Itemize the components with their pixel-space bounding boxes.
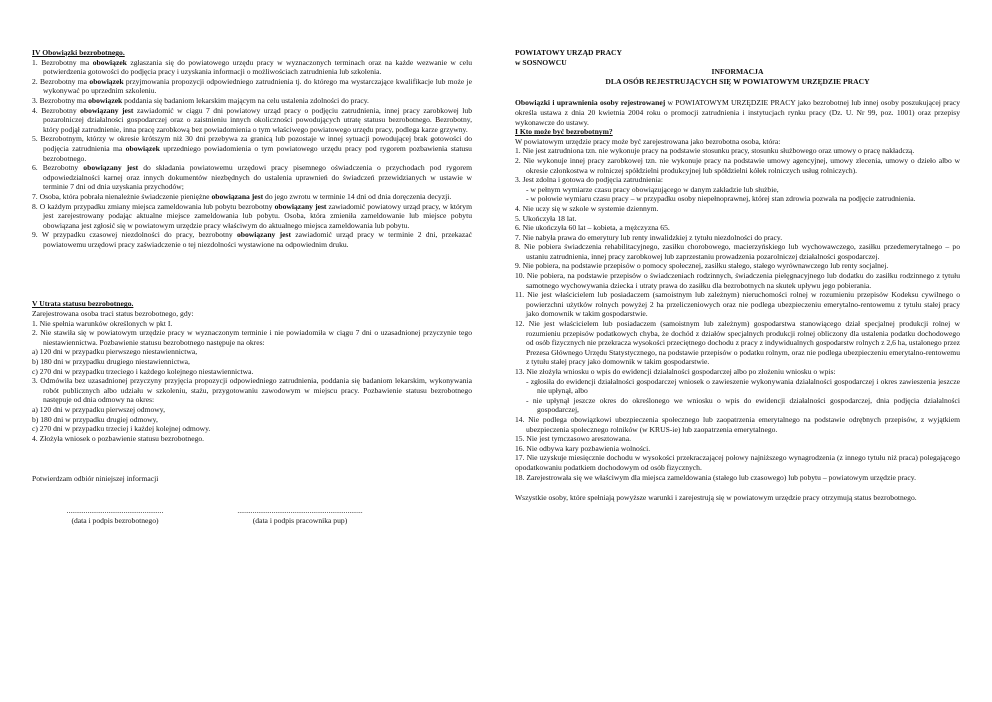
- duty-text: 9. W przypadku czasowej niezdolności do pracy, bezrobotny: [32, 230, 237, 240]
- duty-text: do jego zwrotu w terminie 14 dni od dnia doręczenia decyzji.: [263, 191, 452, 201]
- section-5-list: [32, 319, 472, 444]
- eligibility-item: 1. Nie jest zatrudniona tzn. nie wykonuje pracy na podstawie stosunku pracy, stosunku służbowego oraz umowy o pracę nakładczą.: [515, 146, 915, 156]
- status-loss-item: 4. Złożyła wniosek o pozbawienie statusu bezrobotnego.: [32, 433, 205, 443]
- duty-text: przyjmowania propozycji odpowiedniego zatrudnienia tj. do którego ma wystarczające kwalifikacje lub może je wykonywać po uprzednim szkoleniu.: [43, 76, 472, 96]
- duty-keyword: obowiązany jest: [236, 230, 291, 240]
- duty-text: zgłaszania się do powiatowego urzędu pracy w wyznaczonych terminach oraz na każde wezwanie w celu potwierdzenia gotowości do podjęcia pracy i uzyskania informacji o możliwościach zatrudnienia lub szkolenia.: [43, 57, 472, 77]
- duty-keyword: obowiązany jest: [274, 201, 327, 211]
- office-city: w SOSNOWCU: [515, 57, 567, 67]
- status-loss-item: 3. Odmówiła bez uzasadnionej przyczyny przyjęcia propozycji odpowiedniego zatrudnienia, poddania się badaniom lekarskim, wykonywania robót publicznych albo udziału w szkoleniu, stażu, przygotowaniu zawodowym w miejscu pracy. Pozbawienie statusu bezrobotnego następuje od dnia odmowy na okres:: [32, 376, 472, 405]
- status-loss-item: a) 120 dni w przypadku pierwszej odmowy,: [32, 405, 165, 414]
- confirm-text: Potwierdzam odbiór niniejszej informacji: [32, 474, 159, 484]
- duty-item: [32, 192, 472, 202]
- eligibility-item: 5. Ukończyła 18 lat.: [515, 213, 577, 223]
- duty-text: 2. Bezrobotny ma: [32, 76, 90, 86]
- section-1-intro: W powiatowym urzędzie pracy może być zarejestrowana jako bezrobotna osoba, która:: [515, 136, 781, 146]
- eligibility-item: 14. Nie podlega obowiązkowi ubezpieczenia społecznego lub zaopatrzenia emerytalnego na podstawie odrębnych przepisów, z wyjątkiem ubezpieczenia społecznego rolników (w KRUS-ie) lub zaopatrzenia emerytalnego.: [515, 414, 960, 434]
- closing-paragraph: Wszystkie osoby, które spełniają powyższe warunki i zarejestrują się w powiatowym urzędzie pracy otrzymują status bezrobotnego.: [515, 493, 917, 503]
- left-column: [32, 48, 472, 525]
- intro-bold: Obowiązki i uprawnienia osoby rejestrowanej: [515, 98, 666, 108]
- eligibility-item: 13. Nie złożyła wniosku o wpis do ewidencji działalności gospodarczej albo po złożeniu wniosku o wpis:: [515, 367, 836, 376]
- intro-rest: w POWIATOWYM URZĘDZIE PRACY jako bezrobotnej lub innej osoby poszukującej pracy określa ustawa z dnia 20 kwietnia 2004 roku o promocji zatrudnienia i instytucjach rynku pracy (Dz. U. Nr 99, poz. 1001) oraz przepisy wykonawcze do ustawy.: [515, 98, 960, 127]
- eligibility-item: 4. Nie uczy się w szkole w systemie dziennym.: [515, 203, 659, 213]
- duty-text: 1. Bezrobotny ma: [32, 57, 93, 67]
- duty-item: [32, 58, 472, 77]
- duty-text: 4. Bezrobotny: [32, 105, 81, 115]
- duty-text: zawiadomić urząd pracy w terminie 2 dni, przekazać powiatowemu urzędowi pracy zaświadczenie o tej niezdolności wystawione na odpowiednim druku.: [43, 230, 472, 249]
- signature-row: [40, 506, 400, 525]
- eligibility-item: 6. Nie ukończyła 60 lat – kobieta, a mężczyzna 65.: [515, 223, 670, 233]
- duty-item: [32, 106, 472, 135]
- signature-line: ..................................................................: [237, 505, 363, 515]
- eligibility-item: - w połowie wymiaru czasu pracy – w przypadku osoby niepełnoprawnej, której stan zdrowia pozwala na podjęcie zatrudnienia.: [526, 194, 916, 204]
- eligibility-item: 9. Nie pobiera, na podstawie przepisów o pomocy społecznej, zasiłku stałego, stałego wyrównawczego lub renty socjalnej.: [515, 261, 889, 271]
- duty-item: [32, 77, 472, 96]
- duty-item: [32, 96, 472, 106]
- eligibility-item: 8. Nie pobiera świadczenia rehabilitacyjnego, zasiłku chorobowego, macierzyńskiego lub wychowawczego, zasiłku przedemerytalnego – po ustaniu zatrudnienia, innej pracy zarobkowej lub zaprzestaniu prowadzenia pozarolniczej działalności gospodarczej.: [515, 242, 960, 261]
- duty-text: zawiadomić w ciągu 7 dni powiatowy urząd pracy o podjęciu zatrudnienia, innej pracy zarobkowej lub pozarolniczej działalności gospodarczej oraz o zaistnieniu innych okoliczności powodujących utratę statusu bezrobotnego. Bezrobotny, który podjął zatrudnienie, inna pracę zarobkową bez powiadomienia o tym właściwego powiatowego urzędu pracy, podlega karze grzywny.: [43, 105, 472, 134]
- duty-item: [32, 202, 472, 231]
- intro-paragraph: [515, 98, 960, 127]
- status-loss-item: c) 270 dni w przypadku trzeciej i każdej kolejnej odmowy.: [32, 424, 211, 434]
- duty-item: [32, 134, 472, 163]
- status-loss-item: 1. Nie spełnia warunków określonych w pkt I.: [32, 318, 173, 328]
- document-title: INFORMACJA: [711, 67, 764, 77]
- duty-text: 8. O każdym przypadku zmiany miejsca zameldowania lub pobytu bezrobotny: [32, 201, 275, 211]
- duty-keyword: obowiązek: [89, 76, 124, 86]
- duty-keyword: obowiązek: [125, 143, 160, 153]
- duty-text: 7. Osoba, która pobrała nienależnie świadczenie pieniężne: [32, 191, 212, 201]
- section-5-intro: Zarejestrowana osoba traci status bezrobotnego, gdy:: [32, 309, 194, 319]
- status-loss-item: c) 270 dni w przypadku trzeciego i każdego kolejnego niestawiennictwa.: [32, 366, 254, 376]
- duty-keyword: obowiązany jest: [83, 163, 139, 173]
- duty-text: uprzedniego powiadomienia o tym powiatowego urzędu pracy pod rygorem pozbawienia statusu bezrobotnego.: [43, 143, 472, 163]
- duty-item: [32, 163, 472, 192]
- eligibility-item: - nie upłynął jeszcze okres do określonego we wniosku o wpis do ewidencji działalności gospodarczej, dnia podjęcia działalności gospodarczej,: [526, 395, 960, 415]
- duty-text: 6. Bezrobotny: [32, 163, 84, 173]
- signature-unemployed: [40, 506, 190, 525]
- section-5-heading: V Utrata statusu bezrobotnego.: [32, 299, 134, 309]
- section-4-list: [32, 58, 472, 250]
- signature-label: (data i podpis bezrobotnego): [71, 515, 159, 525]
- duty-keyword: obowiązek: [88, 95, 123, 105]
- signature-employee: [200, 506, 400, 525]
- document-subtitle: DLA OSÓB REJESTRUJĄCYCH SIĘ W POWIATOWYM URZĘDZIE PRACY: [605, 76, 870, 86]
- duty-keyword: obowiązany jest: [80, 105, 134, 115]
- duty-text: zawiadomić powiatowy urząd pracy, w którym jest zarejestrowany podając aktualne miejsce zameldowania lub pobytu. Osoba, która zmieniła zameldowanie lub miejsce pobytu obowiązana jest zgłosić się w powiatowym urzędzie pracy właściwym do aktualnego miejsca zameldowania lub pobytu.: [43, 201, 473, 230]
- eligibility-item: 3. Jest zdolna i gotowa do podjęcia zatrudnienia:: [515, 175, 664, 185]
- eligibility-item: 17. Nie uzyskuje miesięcznie dochodu w wysokości przekraczającej połowy najniższego wynagrodzenia (z innego tytułu niż praca) polegającego opodatkowaniu podatkiem dochodowym od osób fizycznych.: [515, 453, 960, 472]
- duty-keyword: obowiązana jest: [211, 191, 264, 201]
- office-name: POWIATOWY URZĄD PRACY: [515, 48, 623, 57]
- eligibility-item: 18. Zarejestrowała się we właściwym dla miejsca zameldowania (stałego lub czasowego) lub pobytu – powiatowym urzędzie pracy.: [515, 472, 916, 482]
- eligibility-item: 12. Nie jest właścicielem lub posiadaczem (samoistnym lub zależnym) gospodarstwa stanowiącego dział specjalnej produkcji rolnej w rozumieniu przepisów podatkowych chyba, że dochód z działów specjalnych produkcji rolnej obliczony dla ustalenia podatku dochodowego od osób fizycznych nie przekracza wysokości przeciętnego dochodu z pracy z indywidualnych gospodarstw rolnych z 2,6 ha, ustalonego przez Prezesa Głównego Urzędu Statystycznego, na podstawie przepisów o podatku rolnym, oraz nie podlega ubezpieczeniu emerytalno-rentowemu z tytułu stałej pracy jako domownik w takim gospodarstwie.: [515, 319, 960, 367]
- status-loss-item: 2. Nie stawiła się w powiatowym urzędzie pracy w wyznaczonym terminie i nie powiadomiła w ciągu 7 dni o uzasadnionej przyczynie tego niestawiennictwa. Pozbawienie statusu bezrobotnego następuje na okres:: [32, 328, 472, 347]
- section-1-heading: I Kto może być bezrobotnym?: [515, 127, 613, 137]
- eligibility-item: 15. Nie jest tymczasowo aresztowana.: [515, 434, 631, 444]
- eligibility-item: 7. Nie nabyła prawa do emerytury lub renty inwalidzkiej z tytułu niezdolności do pracy.: [515, 232, 783, 242]
- signature-line: ...................................................: [66, 505, 164, 515]
- eligibility-item: 16. Nie odbywa kary pozbawienia wolności.: [515, 443, 651, 453]
- eligibility-item: 10. Nie pobiera, na podstawie przepisów o świadczeniach rodzinnych, świadczenia pielęgnacyjnego lub dodatku do zasiłku rodzinnego z tytułu samotnego wychowywania dziecka i utraty prawa do zasiłku dla bezrobotnych na skutek upływu jego pobierania.: [515, 271, 960, 290]
- section-4-heading: IV Obowiązki bezrobotnego.: [32, 48, 125, 57]
- eligibility-item: - w pełnym wymiarze czasu pracy obowiązującego w danym zakładzie lub służbie,: [526, 184, 779, 194]
- duty-text: 5. Bezrobotnym, którzy w okresie krótszym niż 30 dni przebywa za granicą lub pozostaje w innej sytuacji powodującej brak gotowości do podjęcia zatrudnienia ma: [32, 134, 472, 153]
- signature-label: (data i podpis pracownika pup): [252, 515, 348, 525]
- eligibility-item: 11. Nie jest właścicielem lub posiadaczem (samoistnym lub zależnym) nieruchomości rolnej w rozumieniu przepisów Kodeksu cywilnego o powierzchni użytków rolnych powyżej 2 ha przeliczeniowych oraz nie podlega ubezpieczeniu emerytalno-rentowemu z tytułu stałej pracy jako domownik w takim gospodarstwie.: [515, 290, 960, 319]
- duty-text: do składania powiatowemu urzędowi pracy pisemnego oświadczenia o przychodach pod rygorem odpowiedzialności karnej oraz innych dokumentów niezbędnych do ustalenia uprawnień do świadczeń przewidzianych w ustawie w terminie 7 dni od dnia uzyskania przychodów;: [43, 163, 472, 192]
- right-column: [515, 48, 960, 503]
- status-loss-item: b) 180 dni w przypadku drugiej odmowy,: [32, 414, 158, 424]
- section-1-list: [515, 146, 960, 482]
- duty-item: [32, 230, 472, 249]
- duty-keyword: obowiązek: [92, 57, 127, 67]
- status-loss-item: a) 120 dni w przypadku pierwszego niestawiennictwa,: [32, 347, 198, 357]
- eligibility-item: - zgłosiła do ewidencji działalności gospodarczej wniosek o zawieszenie wykonywania działalności gospodarczej i okres zawieszenia jeszcze nie upłynął, albo: [526, 376, 960, 396]
- status-loss-item: b) 180 dni w przypadku drugiego niestawiennictwa,: [32, 357, 190, 367]
- duty-text: poddania się badaniom lekarskim mającym na celu ustalenia zdolności do pracy.: [122, 95, 369, 105]
- eligibility-item: 2. Nie wykonuje innej pracy zarobkowej tzn. nie wykonuje pracy na podstawie umowy agencyjnej, umowy zlecenia, umowy o dzieło albo w okresie członkostwa w rolniczej spółdzielni produkcyjnej lub spółdzielni kółek rolniczych usług rolniczych).: [515, 155, 960, 175]
- duty-text: 3. Bezrobotny ma: [32, 95, 89, 105]
